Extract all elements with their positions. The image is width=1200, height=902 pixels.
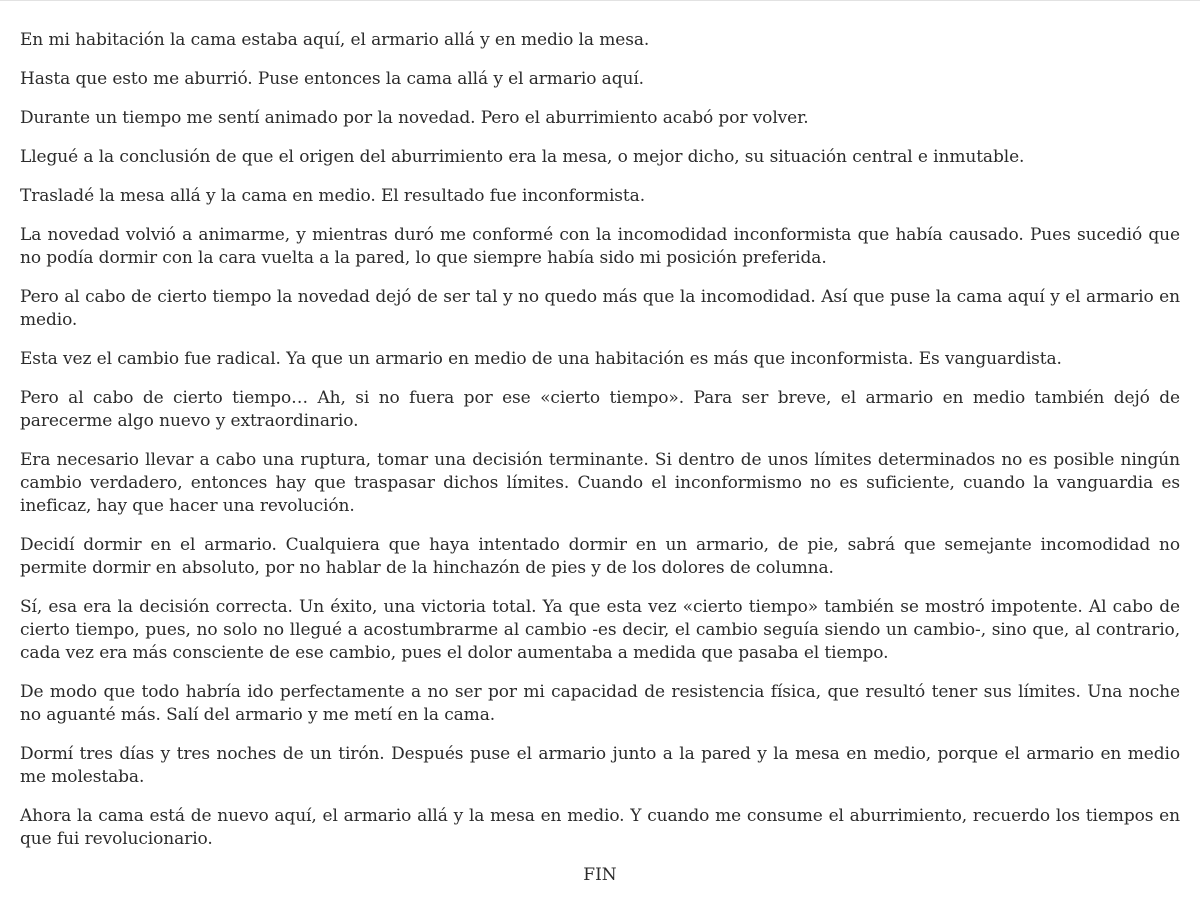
story-paragraph-13: De modo que todo habría ido perfectamente a no ser por mi capacidad de resistencia física, que resultó tener sus límites. Una noche no aguanté más. Salí del armario y me metí en la cama. xyxy=(20,682,1180,725)
story-paragraph-4: Llegué a la conclusión de que el origen del aburrimiento era la mesa, o mejor dicho, su situación central e inmutable. xyxy=(20,147,1025,167)
story-paragraph-10: Era necesario llevar a cabo una ruptura, tomar una decisión terminante. Si dentro de unos límites determinados no es posible ningún cambio verdadero, entonces hay que traspasar dichos límites. Cuando el inconformismo no es suficiente, cuando la vanguardia es ineficaz, hay que hacer una revolución. xyxy=(20,450,1180,516)
top-divider xyxy=(0,0,1200,1)
story-paragraph-8: Esta vez el cambio fue radical. Ya que un armario en medio de una habitación es más que inconformista. Es vanguardista. xyxy=(20,349,1062,369)
story-paragraph-1: En mi habitación la cama estaba aquí, el armario allá y en medio la mesa. xyxy=(20,30,650,50)
story-paragraph-6: La novedad volvió a animarme, y mientras duró me conformé con la incomodidad inconformista que había causado. Pues sucedió que no podía dormir con la cara vuelta a la pared, lo que siempre había sido mi posición preferida. xyxy=(20,225,1180,268)
story-paragraph-12: Sí, esa era la decisión correcta. Un éxito, una victoria total. Ya que esta vez «cierto tiempo» también se mostró impotente. Al cabo de cierto tiempo, pues, no solo no llegué a acostumbrarme al cambio -es decir, el cambio seguía siendo un cambio-, sino que, al contrario, cada vez era más consciente de ese cambio, pues el dolor aumentaba a medida que pasaba el tiempo. xyxy=(20,597,1180,663)
story-body xyxy=(20,29,1180,867)
story-paragraph-3: Durante un tiempo me sentí animado por la novedad. Pero el aburrimiento acabó por volver. xyxy=(20,108,809,128)
story-paragraph-14: Dormí tres días y tres noches de un tirón. Después puse el armario junto a la pared y la mesa en medio, porque el armario en medio me molestaba. xyxy=(20,744,1180,787)
story-paragraph-11: Decidí dormir en el armario. Cualquiera que haya intentado dormir en un armario, de pie, sabrá que semejante incomodidad no permite dormir en absoluto, por no hablar de la hinchazón de pies y de los dolores de columna. xyxy=(20,535,1180,578)
story-end-label: FIN xyxy=(583,865,617,885)
story-paragraph-7: Pero al cabo de cierto tiempo la novedad dejó de ser tal y no quedo más que la incomodidad. Así que puse la cama aquí y el armario en medio. xyxy=(20,287,1180,330)
story-paragraph-2: Hasta que esto me aburrió. Puse entonces la cama allá y el armario aquí. xyxy=(20,69,644,89)
story-paragraph-9: Pero al cabo de cierto tiempo… Ah, si no fuera por ese «cierto tiempo». Para ser breve, el armario en medio también dejó de parecerme algo nuevo y extraordinario. xyxy=(20,388,1180,431)
story-paragraph-15: Ahora la cama está de nuevo aquí, el armario allá y la mesa en medio. Y cuando me consume el aburrimiento, recuerdo los tiempos en que fui revolucionario. xyxy=(20,806,1180,849)
story-paragraph-5: Trasladé la mesa allá y la cama en medio. El resultado fue inconformista. xyxy=(20,186,646,206)
